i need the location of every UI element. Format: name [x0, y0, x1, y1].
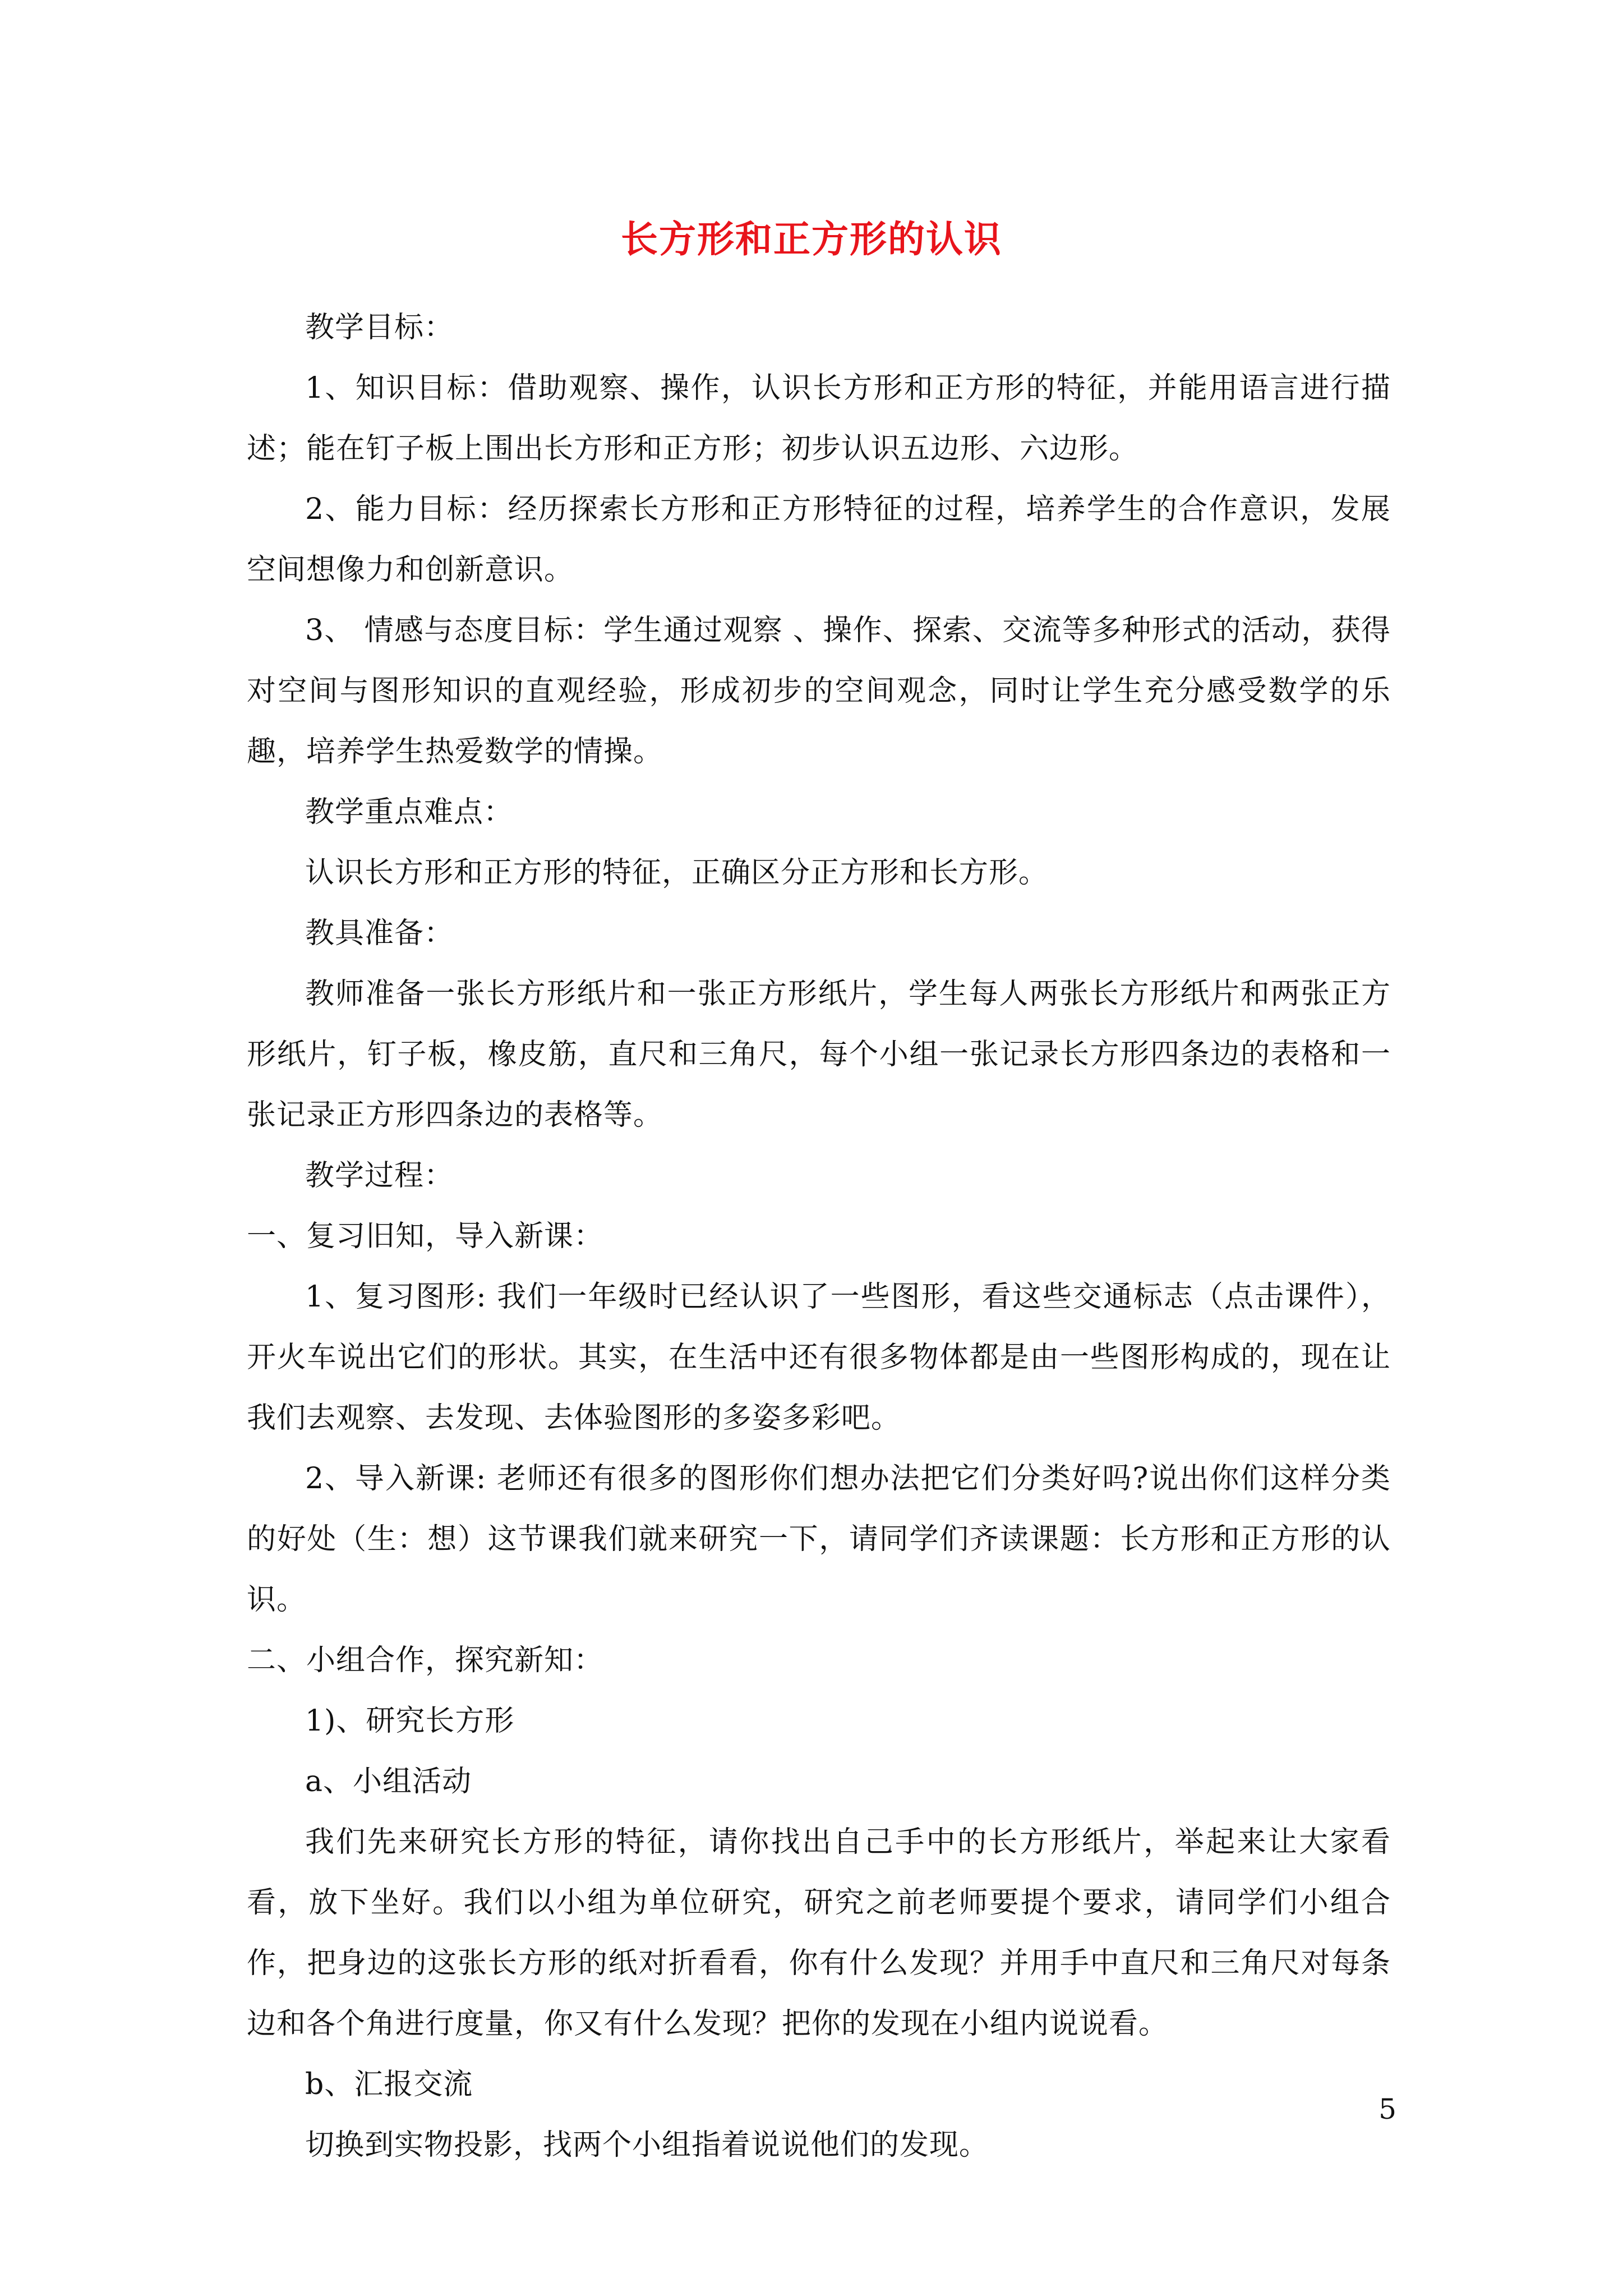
paragraph-key-points-heading: 教学重点难点：: [305, 795, 514, 829]
paragraph-knowledge-objective: 1、知识目标：借助观察、操作，认识长方形和正方形的特征，并能用语言进行描述；能在钉子板上围出长方形和正方形；初步认识五边形、六边形。: [247, 371, 1391, 466]
paragraph-group-activity: 我们先来研究长方形的特征，请你找出自己手中的长方形纸片，举起来让大家看看，放下坐好。我们以小组为单位研究，研究之前老师要提个要求，请同学们小组合作，把身边的这张长方形的纸对折看看，你有什么发现？并用手中直尺和三角尺对每条边和各个角进行度量，你又有什么发现？把你的发现在小组内说说看。: [247, 1825, 1391, 2041]
subsection-rectangle-heading: 1)、研究长方形: [305, 1704, 515, 1738]
subsection-report-heading: b、汇报交流: [305, 2068, 473, 2101]
subsection-group-activity-heading: a、小组活动: [305, 1765, 472, 1798]
paragraph-report: 切换到实物投影，找两个小组指着说说他们的发现。: [305, 2128, 989, 2162]
paragraph-introduce-lesson: 2、导入新课: 老师还有很多的图形你们想办法把它们分类好吗?说出你们这样分类的好处（生：想）这节课我们就来研究一下，请同学们齐读课题：长方形和正方形的认识。: [247, 1462, 1391, 1617]
document-body: [247, 297, 1391, 2175]
paragraph-emotion-objective: 3、 情感与态度目标：学生通过观察 、操作、探索、交流等多种形式的活动，获得对空间与图形知识的直观经验，形成初步的空间观念，同时让学生充分感受数学的乐趣，培养学生热爱数学的情操。: [247, 614, 1391, 769]
paragraph-review-shapes: 1、复习图形: 我们一年级时已经认识了一些图形，看这些交通标志（点击课件），开火车说出它们的形状。其实，在生活中还有很多物体都是由一些图形构成的，现在让我们去观察、去发现、去体验图形的多姿多彩吧。: [247, 1280, 1391, 1435]
paragraph-process-heading: 教学过程：: [305, 1159, 454, 1193]
section-review-heading: 一、复习旧知，导入新课：: [247, 1220, 604, 1253]
page-number: 5: [1378, 2093, 1396, 2125]
paragraph-objectives-heading: 教学目标：: [305, 311, 454, 344]
paragraph-materials: 教师准备一张长方形纸片和一张正方形纸片，学生每人两张长方形纸片和两张正方形纸片，钉子板，橡皮筋，直尺和三角尺，每个小组一张记录长方形四条边的表格和一张记录正方形四条边的表格等。: [247, 977, 1391, 1132]
document-title: 长方形和正方形的认识: [621, 217, 1002, 261]
paragraph-materials-heading: 教具准备：: [305, 917, 454, 950]
paragraph-ability-objective: 2、能力目标：经历探索长方形和正方形特征的过程，培养学生的合作意识，发展空间想像力和创新意识。: [247, 493, 1391, 587]
paragraph-key-points: 认识长方形和正方形的特征，正确区分正方形和长方形。: [305, 856, 1049, 890]
section-group-work-heading: 二、小组合作，探究新知：: [247, 1644, 604, 1677]
